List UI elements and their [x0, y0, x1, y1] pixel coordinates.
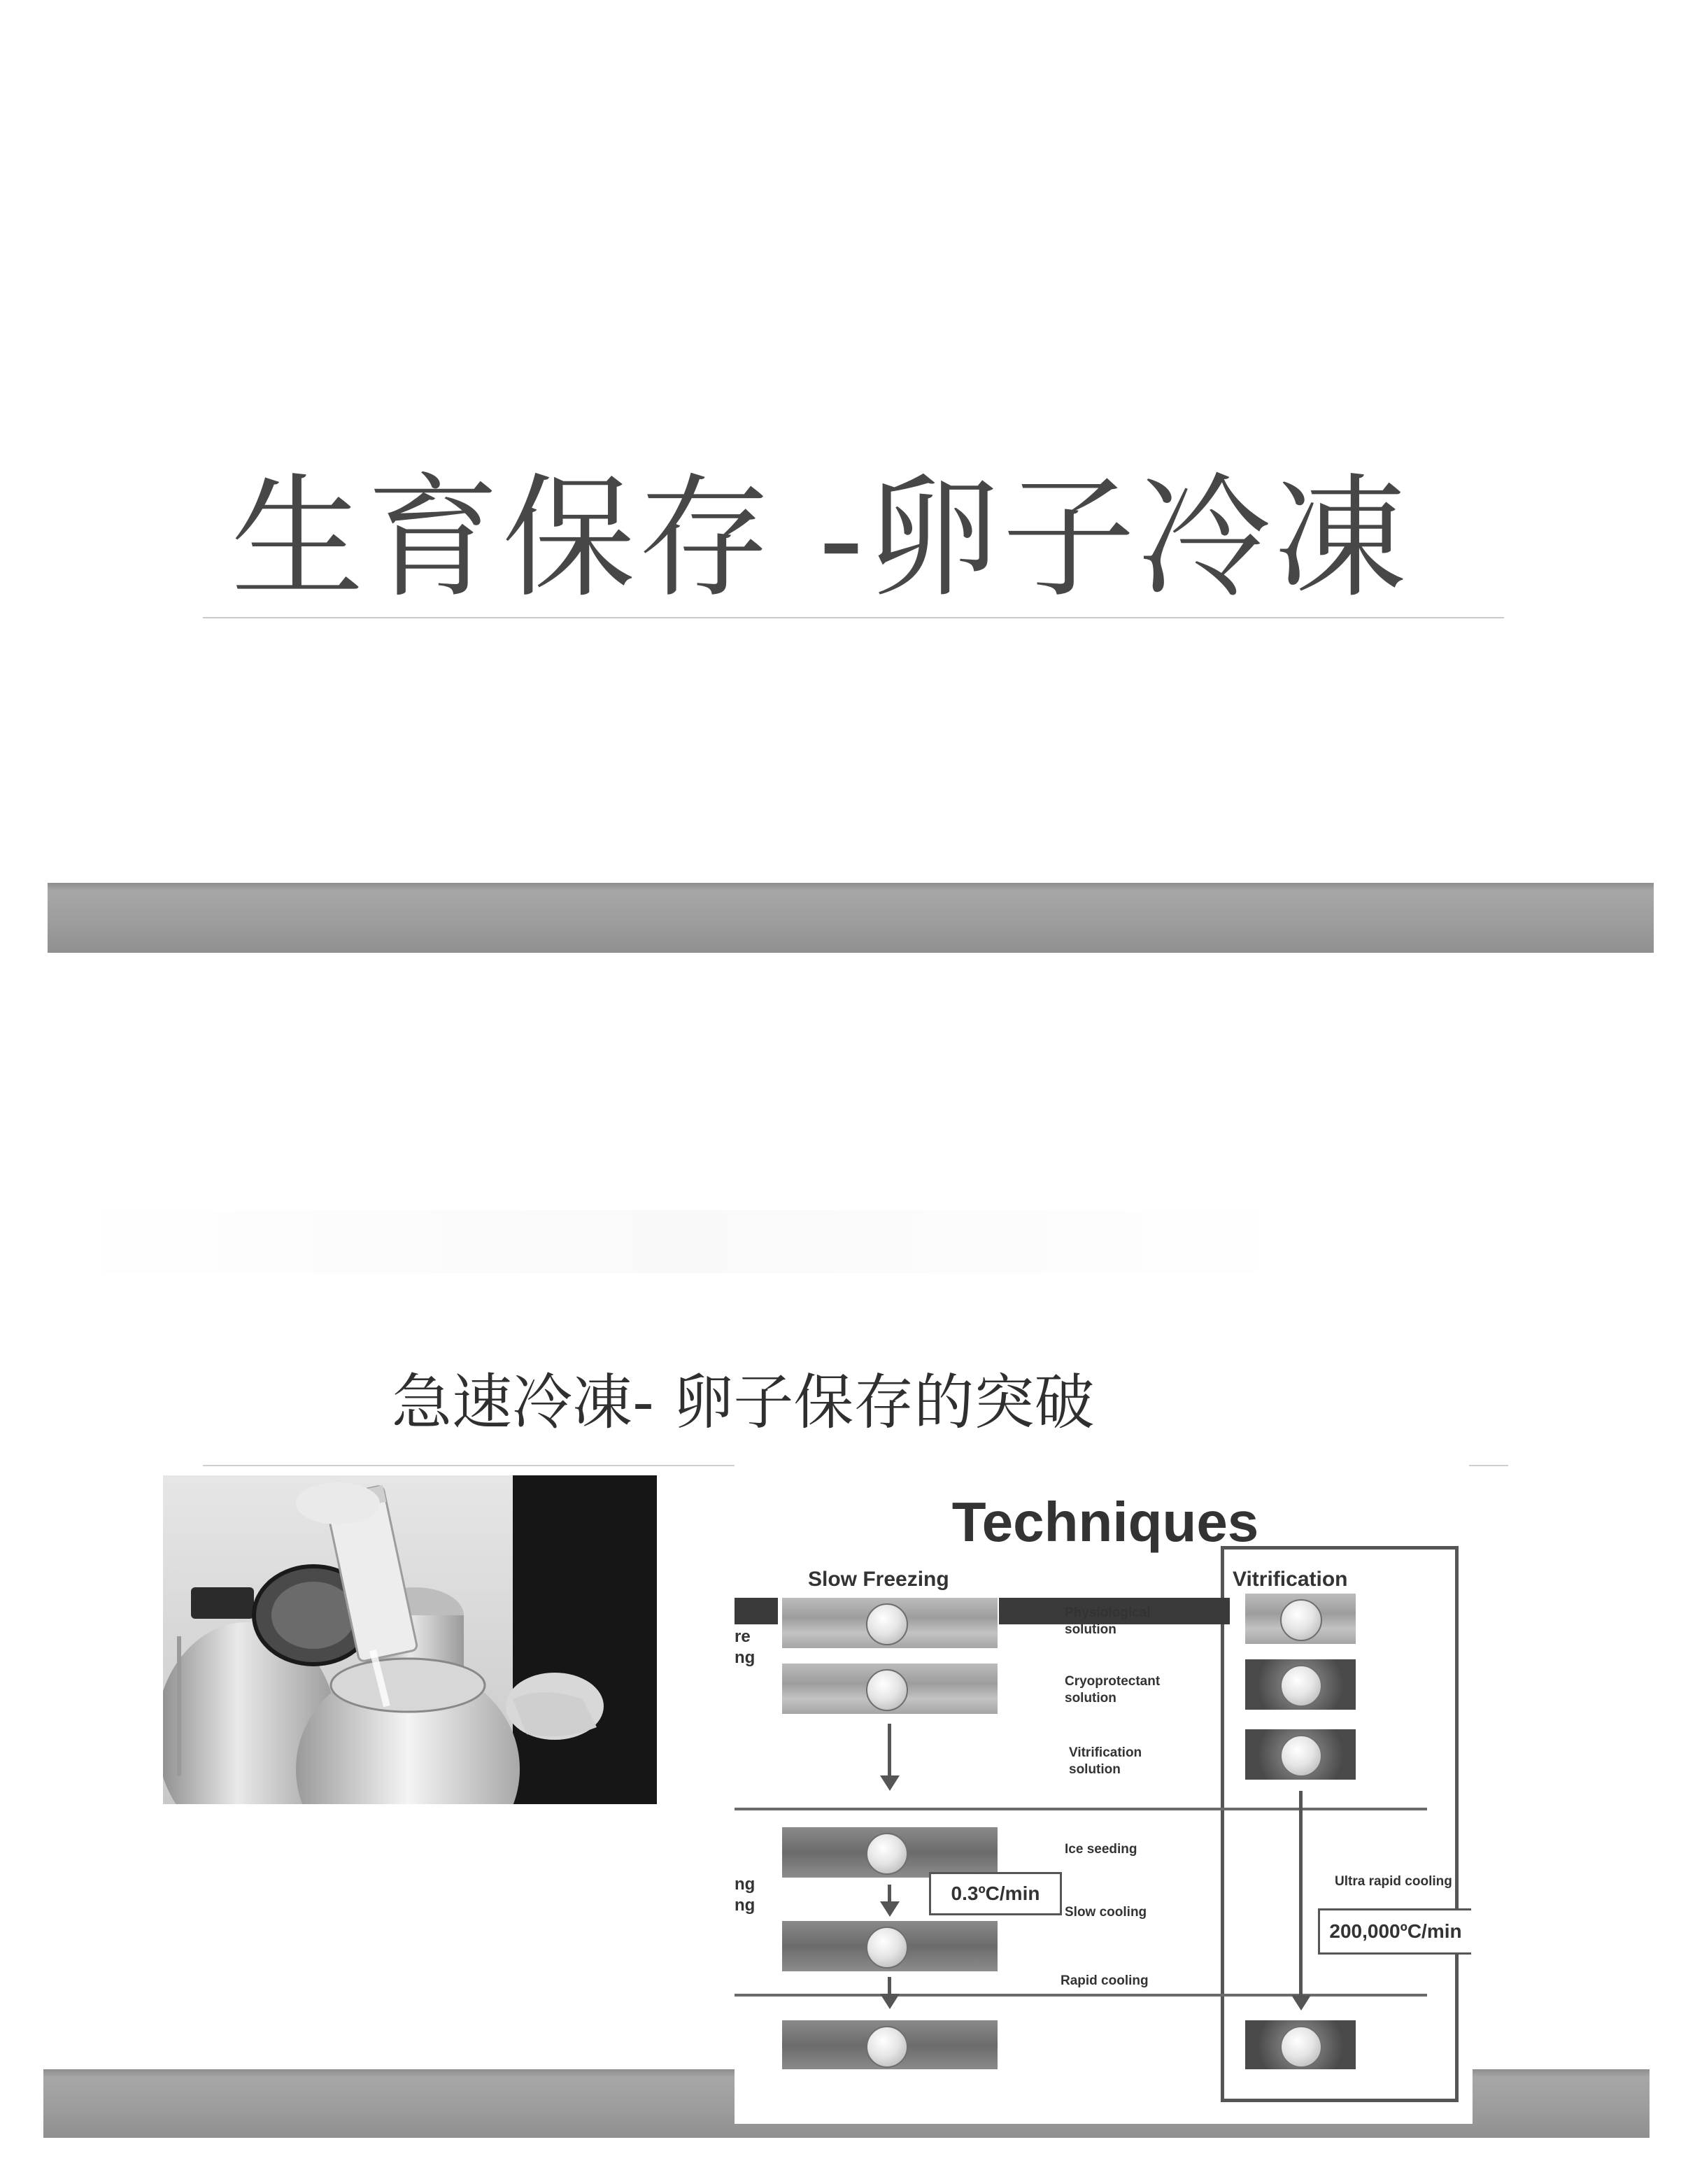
flow-arrow-head	[1291, 1995, 1311, 2011]
flow-arrow	[888, 1977, 891, 1995]
header-bar-left	[735, 1598, 778, 1624]
step-ice-seeding: Ice seeding	[1065, 1842, 1137, 1857]
title-divider	[1469, 1465, 1508, 1466]
flow-arrow-head	[880, 1994, 900, 2009]
vitrification-heading: Vitrification	[1233, 1568, 1348, 1591]
flow-arrow	[1299, 1791, 1303, 1997]
slow-cell-ice-seeding	[782, 1827, 998, 1878]
slow-cell-cryoprotectant	[782, 1664, 998, 1714]
left-fragment: ng	[735, 1875, 756, 1894]
vit-cell-cryoprotectant	[1245, 1659, 1356, 1710]
slow-cooling-rate: 0.3ºC/min	[929, 1872, 1062, 1915]
flow-arrow	[888, 1724, 891, 1777]
phase-divider	[735, 1994, 1427, 1997]
phase-divider	[735, 1808, 1427, 1810]
flow-arrow-head	[880, 1775, 900, 1791]
slow-cell-rapid-cooling	[782, 2020, 998, 2071]
vit-cell-final	[1245, 2020, 1356, 2071]
vit-cell-physiological	[1245, 1594, 1356, 1644]
slide-footer-band	[48, 883, 1654, 953]
vitrification-outline-bottom	[1221, 2069, 1459, 2102]
step-physiological: Physiological solution	[1065, 1605, 1151, 1637]
left-fragment: re	[735, 1627, 751, 1646]
slow-cell-slow-cooling	[782, 1921, 998, 1971]
step-vitrification-solution: Vitrification solution	[1069, 1745, 1142, 1777]
title-divider	[203, 1465, 735, 1466]
techniques-figure	[735, 1468, 1473, 2124]
slow-cell-physiological	[782, 1598, 998, 1648]
slow-freezing-heading: Slow Freezing	[808, 1568, 949, 1591]
left-fragment: ng	[735, 1648, 756, 1667]
liquid-nitrogen-tank-photo	[163, 1475, 657, 1804]
vitrification-cooling-rate: 200,000ºC/min	[1318, 1908, 1471, 1955]
vit-cell-vitrification-solution	[1245, 1729, 1356, 1780]
step-ultra-rapid-cooling: Ultra rapid cooling	[1335, 1874, 1452, 1889]
slide2-title: 急速冷凍- 卵子保存的突破	[392, 1368, 1095, 1438]
scan-artifact	[49, 1210, 1308, 1273]
left-fragment: ng	[735, 1896, 756, 1915]
step-rapid-cooling: Rapid cooling	[1061, 1973, 1149, 1988]
step-cryoprotectant: Cryoprotectant solution	[1065, 1674, 1161, 1706]
figure-title: Techniques	[951, 1491, 1259, 1553]
title-divider	[203, 617, 1504, 618]
step-slow-cooling: Slow cooling	[1065, 1905, 1147, 1920]
slide1-title: 生育保存 -卵子冷凍	[231, 461, 1410, 616]
flow-arrow	[888, 1885, 891, 1903]
flow-arrow-head	[880, 1901, 900, 1917]
